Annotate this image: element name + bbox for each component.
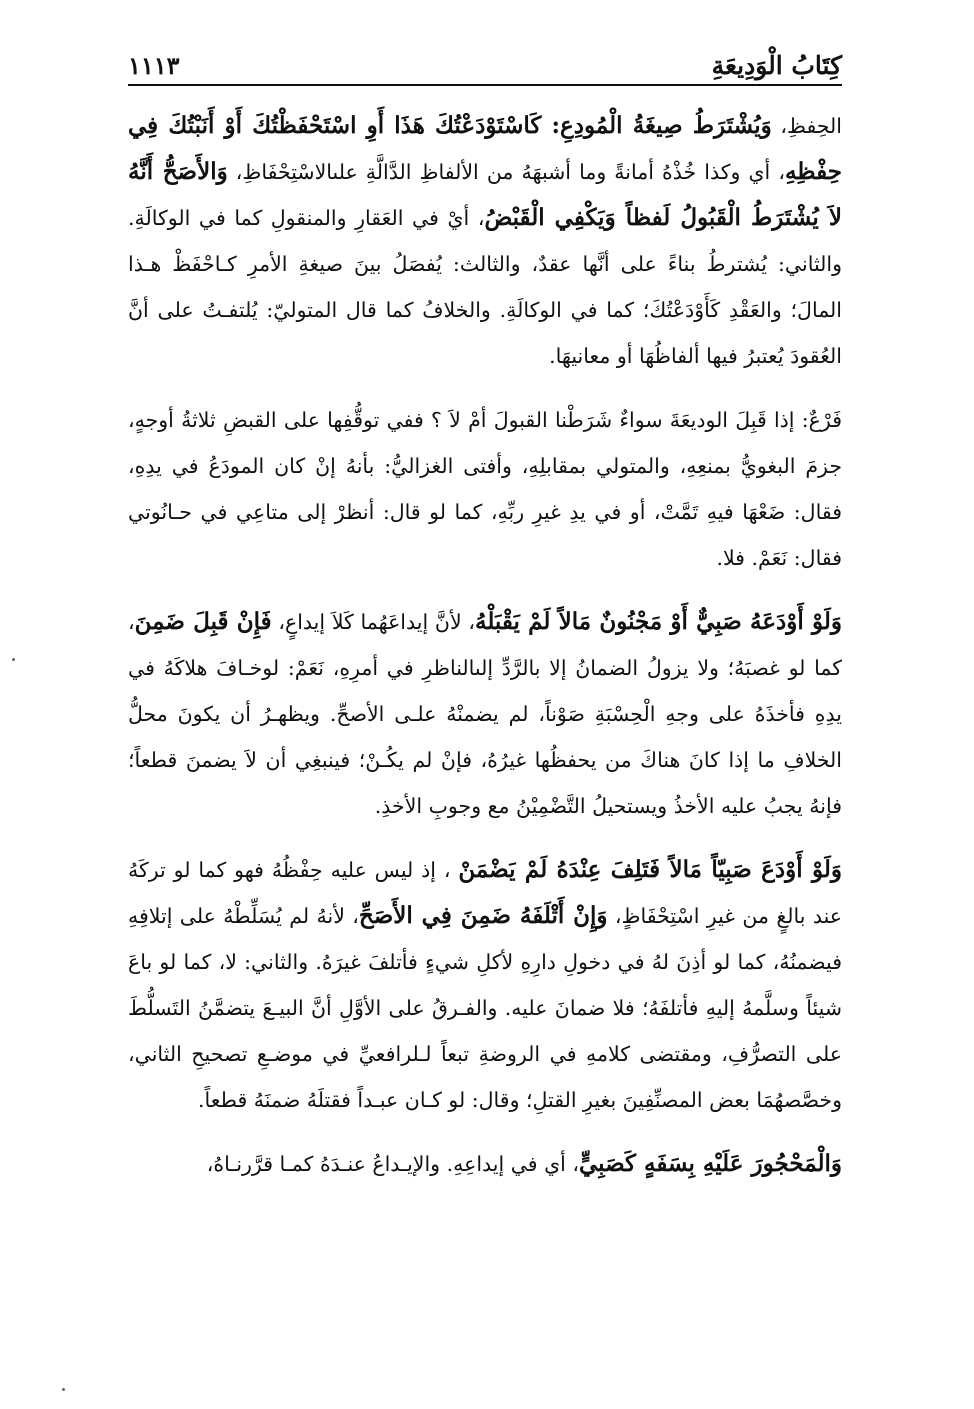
matn-text: فَإِنْ قَبِلَ ضَمِنَ [134, 608, 272, 635]
matn-text: وَيُشْتَرَطُ صِيغَةُ الْمُودِعِ: كَاسْتَوْدَعْتُكَ هَذَا أَوِ اسْتَحْفَظْتُكَ أَوْ أَنَبْتُكَ فِي حِفْظِهِ [128, 112, 842, 185]
text-segment: ، إذ ليس عليه حِفْظُهُ فهو كما لو تركَهُ عند بالغٍ من غيرِ اسْتِحْفَاظٍ، [128, 858, 842, 928]
matn-text: وَالأَصَحُّ أَنَّهُ لاَ يُشْتَرَطُ الْقَبُولُ لَفظاً وَيَكْفِي الْقَبْضُ [128, 158, 842, 231]
matn-text: وَلَوْ أَوْدَعَهُ صَبِيٌّ أَوْ مَجْنُونٌ مَالاً لَمْ يَقْبَلْهُ [474, 608, 842, 635]
text-segment: ، أي في إيداعِهِ. والإيـداعُ عنـدَهُ كمـا قرَّرنـاهُ، [206, 1152, 579, 1176]
paragraph-5 [128, 1141, 842, 1187]
page-header [128, 50, 842, 86]
text-segment: ، لأنَّ إيداعَهُما كَلاَ إيداعٍ، [271, 610, 475, 634]
paragraph-2 [128, 397, 842, 581]
chapter-title: كِتَابُ الْوَدِيعَةِ [704, 50, 842, 82]
text-segment: ، لأنهُ لم يُسَلِّطْهُ على إتلافِهِ فيضمنُهُ، كما لو أذِنَ لهُ في دخولِ دارِهِ لأكلِ شيءٍ فأتلفَ غيرَهُ. والثاني: لا، كما لو باعَ شيئاً وسلَّمهُ إليهِ فأتلفَهُ؛ فلا ضمانَ عليه. والفـرقُ على الأوَّلِ أنَّ البيـعَ يتضمَّنُ التَسلُّطَ على التصرُّفِ، ومقتضى كلامهِ في الروضةِ تبعاً لـلرافعيِّ في موضـعِ تصحيحِ الثاني، وخصَّصهُمَا بعض المصنِّفِينَ بغيرِ القتلِ؛ وقال: لو كـان عبـداً فقتلَهُ ضمنَهُ قطعاً. [128, 904, 842, 1112]
page-body [128, 103, 842, 1187]
paragraph-1 [128, 103, 842, 379]
text-segment: ، كما لو غصبَهُ؛ ولا يزولُ الضمانُ إلا بالرَّدِّ إلىالناظرِ في أمرِهِ، نَعَمْ: لوخـافَ هلاكَهُ في يدِهِ فأخذَهُ على وجهِ الْحِسْبَةِ صَوْناً، لم يضمنْهُ علـى الأصحِّ. ويظهـرُ أن يكونَ محلُّ الخلافِ ما إذا كانَ هناكَ من يحفظُها غيرُهُ، فإنْ لم يكُـنْ؛ فينبغِي أن لاَ يضمنَ قطعاً؛ فإنهُ يجبُ عليه الأخذُ ويستحيلُ التَّضْمِيْنُ مع وجوبِ الأخذِ. [128, 610, 842, 818]
page-number: ١١١٣ [128, 50, 188, 82]
matn-text: وَإِنْ أَتْلَفَهُ ضَمِنَ فِي الأَصَحِّ [358, 902, 608, 929]
paragraph-3 [128, 599, 842, 829]
matn-text: وَلَوْ أَوْدَعَ صَبِيّاً مَالاً فَتَلِفَ عِنْدَهُ لَمْ يَضْمَنْ [458, 856, 842, 883]
text-segment: فَرْعٌ: إذا قَبِلَ الوديعَةَ سواءٌ شَرَطْنا القبولَ أمْ لاَ ؟ ففي توقُّفِها على القبضِ ثلاثةُ أوجهٍ، جزمَ البغويُّ بمنعِهِ، والمتولي بمقابلِهِ، وأفتى الغزاليُّ: بأنهُ إنْ كان المودَعُ في يدِهِ، فقال: ضَعْهَا فيهِ تَمَّتْ، أو في يدِ غيرِ ربِّهِ، كما لو قال: أنظرْ إلى متاعِي في حـانُوتي فقال: نَعَمْ. فلا. [128, 408, 842, 570]
scan-speck [62, 1388, 65, 1391]
text-segment: ، أيْ في العَقارِ والمنقولِ كما في الوكالَةِ. والثاني: يُشترطُ بناءً على أنَّها عقدٌ، والثالث: يُفصَلُ بينَ صيغةِ الأمرِ كـاحْفَظْ هـذا المالَ؛ والعَقْدِ كَأَوْدَعْتُكَ؛ كما في الوكالَةِ. والخلافُ كما قال المتوليّ: يُلتفـتُ على أنَّ العُقودَ يُعتبرُ فيها ألفاظُهَا أو معانيهَا. [128, 206, 842, 368]
paragraph-4 [128, 847, 842, 1123]
text-segment: الحِفظِ، [771, 114, 842, 138]
text-segment: ، أي وكذا خُذْهُ أمانةً وما أشبهَهُ من الألفاظِ الدَّالَّةِ علىالاسْتِحْفَاظِ، [227, 160, 785, 184]
matn-text: وَالْمَحْجُورَ عَلَيْهِ بِسَفَهٍ كَصَبِيٍّ [578, 1150, 842, 1177]
scan-speck [12, 658, 15, 661]
